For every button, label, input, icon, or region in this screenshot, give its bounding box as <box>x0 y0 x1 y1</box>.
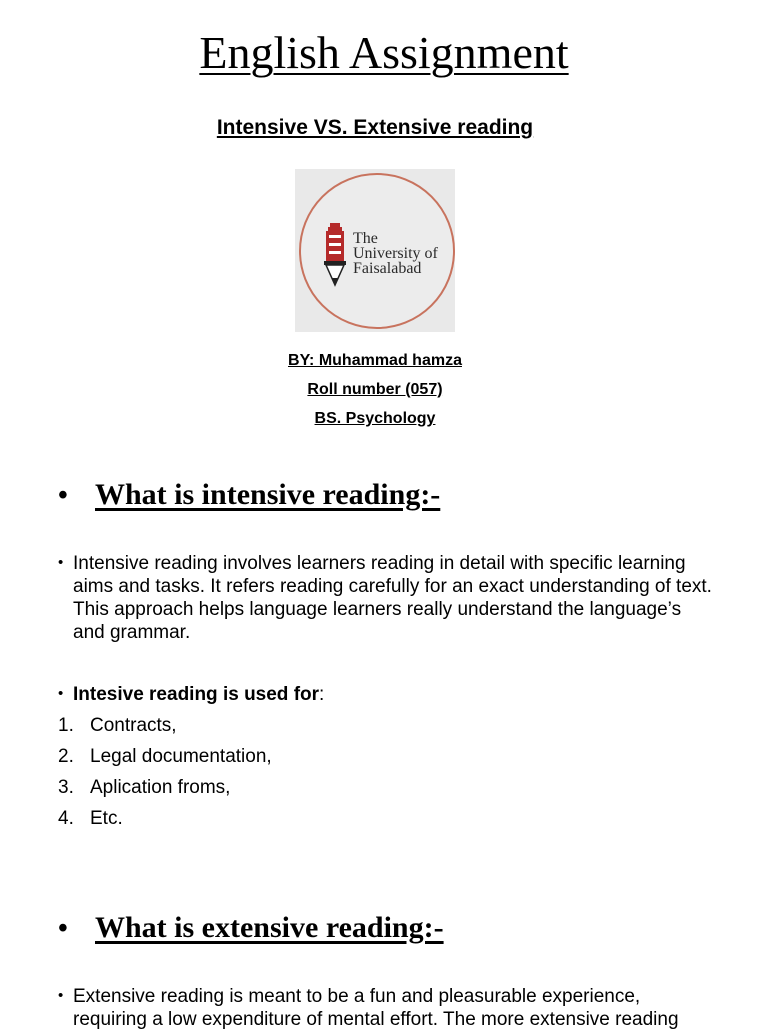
list-item: 2. Legal documentation, <box>58 746 272 767</box>
list-item: 3. Aplication froms, <box>58 777 231 798</box>
extensive-paragraph: • Extensive reading is meant to be a fun and pleasurable experience, requiring a low expenditure of mental effort. The more extensive reading <box>58 986 679 1030</box>
page-title: English Assignment <box>199 27 569 78</box>
program-name: BS. Psychology <box>314 410 436 427</box>
pencil-tower-icon <box>321 221 349 287</box>
bullet-icon: • <box>58 554 64 571</box>
used-for-label: • Intesive reading is used for: <box>58 684 325 705</box>
page-subtitle: Intensive VS. Extensive reading <box>216 116 534 139</box>
author-name: BY: Muhammad hamza <box>288 352 462 369</box>
bullet-icon: • <box>58 685 64 702</box>
list-item: 1. Contracts, <box>58 715 177 736</box>
intensive-paragraph: • Intensive reading involves learners reading in detail with specific learning aims and tasks. It refers reading carefully for an exact understanding of text. This approach helps language learners really understand the language’s and grammar. <box>58 553 712 643</box>
logo-ring <box>299 173 455 329</box>
roll-number: Roll number (057) <box>307 381 443 398</box>
list-item: 4. Etc. <box>58 808 123 829</box>
bullet-icon: • <box>58 913 68 944</box>
section-heading-intensive: • What is intensive reading:- <box>58 478 441 511</box>
bullet-icon: • <box>58 480 68 511</box>
section-heading-extensive: • What is extensive reading:- <box>58 911 444 944</box>
university-logo <box>295 169 455 332</box>
bullet-icon: • <box>58 987 64 1004</box>
logo-text: The University of Faisalabad <box>353 230 438 277</box>
